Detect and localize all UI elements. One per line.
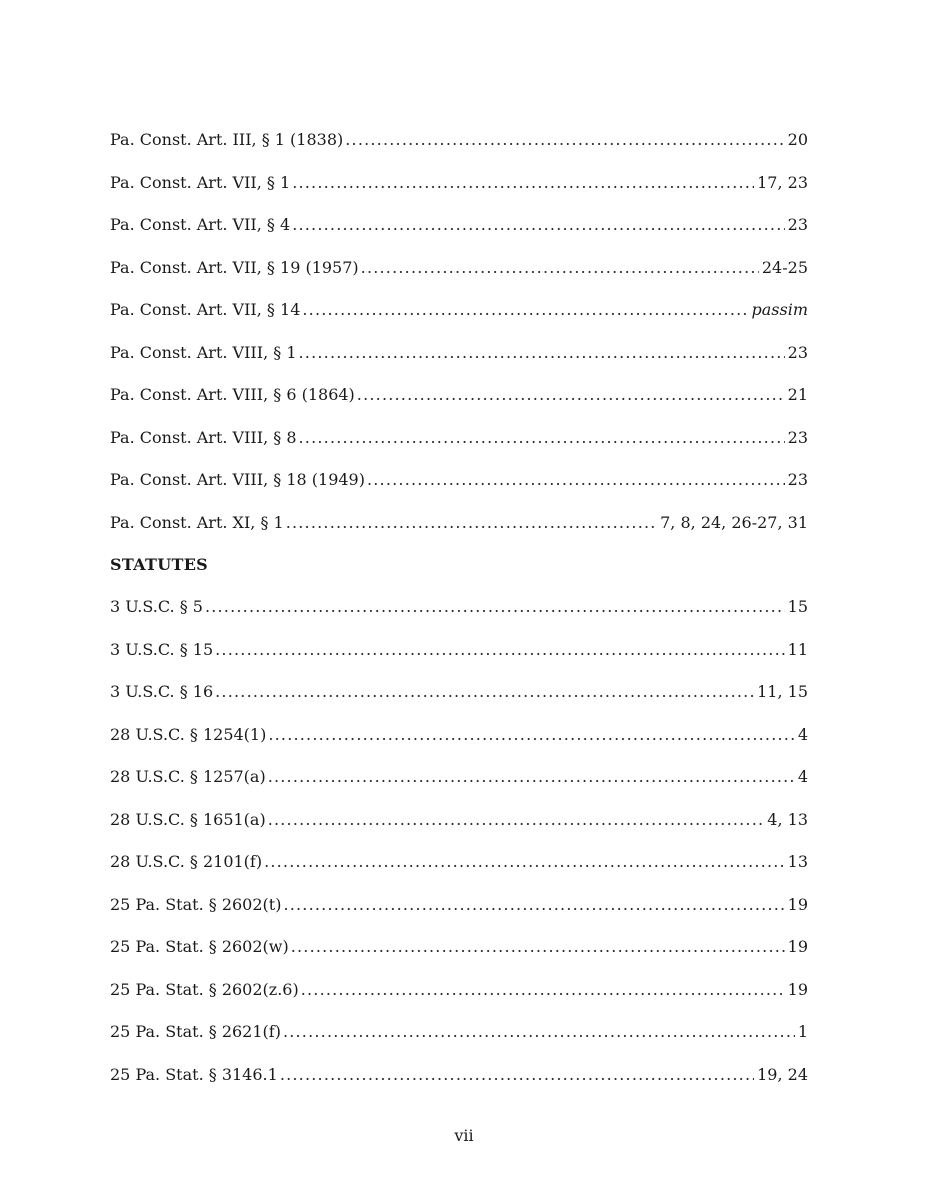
constitution-entry: [110, 426, 808, 450]
constitution-citation: Pa. Const. Art. VII, § 4: [110, 215, 291, 234]
statute-citation: 28 U.S.C. § 2101(f): [110, 852, 263, 871]
statute-citation: 3 U.S.C. § 15: [110, 639, 214, 659]
statute-citation: 3 U.S.C. § 16: [110, 682, 214, 701]
constitution-entry: [110, 213, 808, 237]
statute-entry: [110, 978, 808, 1002]
dot-leader: [268, 808, 765, 832]
dot-leader: [291, 935, 785, 959]
statute-page-reference: 15: [787, 597, 808, 616]
statute-page-reference: 1: [797, 1022, 808, 1041]
constitution-citation: Pa. Const. Art. XI, § 1: [110, 512, 284, 532]
constitution-page-reference: 23: [787, 342, 808, 362]
statute-entry: [110, 850, 808, 874]
constitution-entry: [110, 383, 808, 407]
statute-citation: 25 Pa. Stat. § 2621(f): [110, 1022, 281, 1041]
constitution-citation: Pa. Const. Art. VIII, § 8: [110, 427, 297, 447]
statute-page-reference: 11, 15: [757, 682, 808, 701]
constitution-citation: Pa. Const. Art. VII, § 1: [110, 172, 291, 192]
statute-citation: 25 Pa. Stat. § 3146.1: [110, 1064, 278, 1084]
statute-entry: [110, 1020, 808, 1044]
statute-citation: 3 U.S.C. § 5: [110, 597, 203, 616]
statute-page-reference: 4: [797, 767, 808, 786]
statute-citation: 25 Pa. Stat. § 2602(z.6): [110, 979, 299, 999]
page-number: vii: [454, 1126, 474, 1145]
statute-page-reference: 4: [797, 724, 808, 744]
dot-leader: [301, 978, 785, 1002]
statute-entry: [110, 765, 808, 789]
statute-entry: [110, 935, 808, 959]
dot-leader: [205, 595, 785, 619]
statute-page-reference: 11: [787, 639, 808, 659]
dot-leader: [299, 426, 785, 450]
statute-entry: [110, 723, 808, 747]
dot-leader: [286, 511, 657, 535]
statute-page-reference: 19: [787, 979, 808, 999]
dot-leader: [361, 256, 759, 280]
constitution-entry: [110, 171, 808, 195]
constitution-page-reference: 17, 23: [757, 172, 808, 192]
statute-citation: 28 U.S.C. § 1651(a): [110, 809, 266, 829]
constitution-entry: [110, 341, 808, 365]
statute-entry: [110, 893, 808, 917]
statute-page-reference: 19, 24: [757, 1064, 808, 1084]
constitution-citation: Pa. Const. Art. VIII, § 6 (1864): [110, 385, 355, 404]
constitution-citation: Pa. Const. Art. VIII, § 18 (1949): [110, 470, 365, 489]
constitution-entry: [110, 511, 808, 535]
dot-leader: [367, 468, 785, 492]
constitution-page-reference: passim: [751, 300, 808, 319]
dot-leader: [345, 128, 784, 152]
dot-leader: [215, 638, 785, 662]
statute-citation: 25 Pa. Stat. § 2602(w): [110, 937, 289, 956]
statute-page-reference: 13: [787, 852, 808, 871]
statute-entry: [110, 680, 808, 704]
statute-entry: [110, 595, 808, 619]
constitution-entry: [110, 298, 808, 322]
statute-page-reference: 19: [787, 937, 808, 956]
constitution-page-reference: 23: [787, 215, 808, 234]
statute-entry: [110, 808, 808, 832]
dot-leader: [292, 171, 754, 195]
constitution-page-reference: 23: [787, 470, 808, 489]
dot-leader: [299, 341, 785, 365]
statute-entry: [110, 638, 808, 662]
constitution-citation: Pa. Const. Art. III, § 1 (1838): [110, 130, 344, 149]
dot-leader: [292, 213, 784, 237]
constitution-page-reference: 24-25: [761, 257, 808, 277]
constitution-page-reference: 21: [787, 385, 808, 404]
statute-page-reference: 19: [787, 894, 808, 914]
dot-leader: [268, 723, 794, 747]
statute-citation: 28 U.S.C. § 1257(a): [110, 767, 266, 786]
statute-entry: [110, 1063, 808, 1087]
dot-leader: [283, 1020, 795, 1044]
statutes-section-heading: STATUTES: [110, 555, 209, 574]
constitution-citation: Pa. Const. Art. VIII, § 1: [110, 342, 297, 362]
dot-leader: [268, 765, 795, 789]
dot-leader: [280, 1063, 754, 1087]
statute-citation: 25 Pa. Stat. § 2602(t): [110, 894, 282, 914]
statute-citation: 28 U.S.C. § 1254(1): [110, 724, 267, 744]
dot-leader: [264, 850, 785, 874]
dot-leader: [215, 680, 754, 704]
constitution-entry: [110, 468, 808, 492]
dot-leader: [357, 383, 785, 407]
constitution-citation: Pa. Const. Art. VII, § 14: [110, 300, 301, 319]
constitution-entry: [110, 256, 808, 280]
constitution-page-reference: 23: [787, 427, 808, 447]
constitution-entry: [110, 128, 808, 152]
dot-leader: [283, 893, 784, 917]
constitution-citation: Pa. Const. Art. VII, § 19 (1957): [110, 257, 359, 277]
statute-page-reference: 4, 13: [767, 809, 808, 829]
constitution-page-reference: 20: [787, 130, 808, 149]
constitution-page-reference: 7, 8, 24, 26-27, 31: [660, 512, 808, 532]
dot-leader: [302, 298, 748, 322]
